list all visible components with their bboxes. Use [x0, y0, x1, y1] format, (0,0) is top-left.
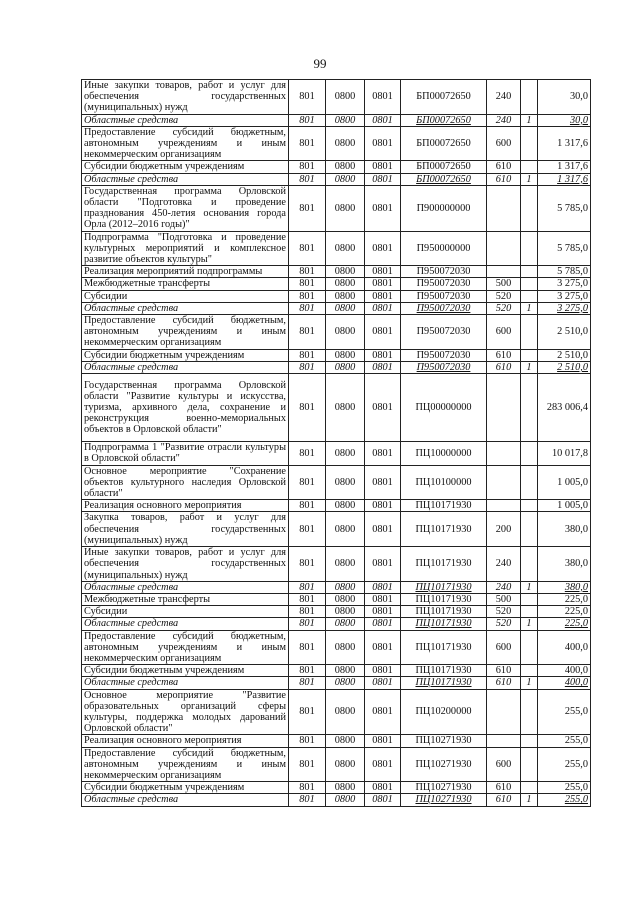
funding-source-cell	[521, 665, 538, 677]
page-number: 99	[313, 56, 327, 71]
target-article-cell: ПЦ10271930	[401, 782, 487, 794]
amount-cell: 2 510,0	[538, 349, 591, 361]
section-code-cell: 0800	[326, 606, 365, 618]
target-article-cell: ПЦ10000000	[401, 442, 487, 465]
subsection-code-cell: 0801	[365, 315, 401, 350]
expense-type-cell: 240	[487, 114, 521, 126]
subsection-code-cell: 0801	[365, 161, 401, 173]
table-row	[82, 315, 591, 350]
section-code-cell: 0800	[326, 374, 365, 442]
row-name-cell: Реализация основного мероприятия	[82, 500, 289, 512]
expense-type-cell: 520	[487, 618, 521, 630]
ved-code-cell: 801	[289, 547, 326, 582]
expense-type-cell: 520	[487, 302, 521, 314]
subsection-code-cell: 0801	[365, 500, 401, 512]
amount-cell: 380,0	[538, 581, 591, 593]
section-code-cell: 0800	[326, 593, 365, 605]
section-code-cell: 0800	[326, 315, 365, 350]
subsection-code-cell: 0801	[365, 278, 401, 290]
amount-cell: 225,0	[538, 618, 591, 630]
amount-cell: 255,0	[538, 735, 591, 747]
section-code-cell: 0800	[326, 677, 365, 689]
ved-code-cell: 801	[289, 374, 326, 442]
expense-type-cell: 500	[487, 593, 521, 605]
target-article-cell: ПЦ10100000	[401, 465, 487, 500]
amount-cell: 1 317,6	[538, 161, 591, 173]
expense-type-cell: 610	[487, 782, 521, 794]
row-name-cell: Иные закупки товаров, работ и услуг для обеспечения государственных (муниципальных) нужд	[82, 80, 289, 115]
target-article-cell: ПЦ10171930	[401, 500, 487, 512]
expense-type-cell: 500	[487, 278, 521, 290]
subsection-code-cell: 0801	[365, 547, 401, 582]
funding-source-cell	[521, 782, 538, 794]
subsection-code-cell: 0801	[365, 794, 401, 806]
amount-cell: 400,0	[538, 665, 591, 677]
section-code-cell: 0800	[326, 465, 365, 500]
subsection-code-cell: 0801	[365, 581, 401, 593]
table-row	[82, 173, 591, 185]
ved-code-cell: 801	[289, 442, 326, 465]
ved-code-cell: 801	[289, 500, 326, 512]
row-name-cell: Межбюджетные трансферты	[82, 278, 289, 290]
table-row	[82, 593, 591, 605]
table-row	[82, 231, 591, 266]
expense-type-cell: 240	[487, 581, 521, 593]
funding-source-cell	[521, 547, 538, 582]
expense-type-cell	[487, 689, 521, 735]
row-name-cell: Закупка товаров, работ и услуг для обеспечения государственных (муниципальных) нужд	[82, 512, 289, 547]
target-article-cell: ПЦ10171930	[401, 512, 487, 547]
table-row	[82, 161, 591, 173]
funding-source-cell	[521, 266, 538, 278]
expense-type-cell: 520	[487, 606, 521, 618]
amount-cell: 30,0	[538, 114, 591, 126]
target-article-cell: ПЦ10271930	[401, 747, 487, 782]
target-article-cell: П900000000	[401, 185, 487, 231]
row-name-cell: Субсидии бюджетным учреждениям	[82, 161, 289, 173]
expense-type-cell: 600	[487, 315, 521, 350]
section-code-cell: 0800	[326, 231, 365, 266]
funding-source-cell	[521, 185, 538, 231]
section-code-cell: 0800	[326, 361, 365, 373]
section-code-cell: 0800	[326, 512, 365, 547]
expense-type-cell	[487, 231, 521, 266]
ved-code-cell: 801	[289, 593, 326, 605]
row-name-cell: Государственная программа Орловской области "Подготовка и проведение празднования 450-летия основания города Орла (2012–2016 годы)"	[82, 185, 289, 231]
ved-code-cell: 801	[289, 782, 326, 794]
funding-source-cell	[521, 747, 538, 782]
row-name-cell: Подпрограмма 1 "Развитие отрасли культуры в Орловской области"	[82, 442, 289, 465]
row-name-cell: Предоставление субсидий бюджетным, автономным учреждениям и иным некоммерческим организациям	[82, 747, 289, 782]
table-row	[82, 278, 591, 290]
row-name-cell: Субсидии	[82, 290, 289, 302]
amount-cell: 380,0	[538, 512, 591, 547]
expense-type-cell: 240	[487, 80, 521, 115]
subsection-code-cell: 0801	[365, 465, 401, 500]
expense-type-cell: 600	[487, 747, 521, 782]
funding-source-cell	[521, 278, 538, 290]
ved-code-cell: 801	[289, 747, 326, 782]
subsection-code-cell: 0801	[365, 361, 401, 373]
row-name-cell: Предоставление субсидий бюджетным, автономным учреждениям и иным некоммерческим организациям	[82, 126, 289, 161]
subsection-code-cell: 0801	[365, 173, 401, 185]
funding-source-cell: 1	[521, 302, 538, 314]
expense-type-cell	[487, 735, 521, 747]
ved-code-cell: 801	[289, 126, 326, 161]
amount-cell: 5 785,0	[538, 266, 591, 278]
expense-type-cell: 200	[487, 512, 521, 547]
target-article-cell: ПЦ10171930	[401, 677, 487, 689]
ved-code-cell: 801	[289, 677, 326, 689]
target-article-cell: БП00072650	[401, 80, 487, 115]
ved-code-cell: 801	[289, 290, 326, 302]
expense-type-cell	[487, 374, 521, 442]
table-row	[82, 374, 591, 442]
table-row	[82, 665, 591, 677]
section-code-cell: 0800	[326, 665, 365, 677]
funding-source-cell: 1	[521, 581, 538, 593]
section-code-cell: 0800	[326, 266, 365, 278]
ved-code-cell: 801	[289, 618, 326, 630]
table-row	[82, 512, 591, 547]
amount-cell: 225,0	[538, 593, 591, 605]
budget-table	[81, 79, 591, 807]
target-article-cell: БП00072650	[401, 161, 487, 173]
ved-code-cell: 801	[289, 349, 326, 361]
table-row	[82, 689, 591, 735]
subsection-code-cell: 0801	[365, 80, 401, 115]
subsection-code-cell: 0801	[365, 126, 401, 161]
amount-cell: 5 785,0	[538, 185, 591, 231]
amount-cell: 3 275,0	[538, 278, 591, 290]
section-code-cell: 0800	[326, 581, 365, 593]
amount-cell: 1 005,0	[538, 500, 591, 512]
subsection-code-cell: 0801	[365, 593, 401, 605]
expense-type-cell: 610	[487, 794, 521, 806]
table-row	[82, 782, 591, 794]
row-name-cell: Субсидии бюджетным учреждениям	[82, 782, 289, 794]
table-row	[82, 361, 591, 373]
amount-cell: 3 275,0	[538, 290, 591, 302]
funding-source-cell	[521, 606, 538, 618]
expense-type-cell	[487, 465, 521, 500]
section-code-cell: 0800	[326, 173, 365, 185]
row-name-cell: Областные средства	[82, 361, 289, 373]
table-row	[82, 302, 591, 314]
row-name-cell: Областные средства	[82, 794, 289, 806]
funding-source-cell	[521, 593, 538, 605]
table-row	[82, 500, 591, 512]
row-name-cell: Областные средства	[82, 114, 289, 126]
amount-cell: 225,0	[538, 606, 591, 618]
table-row	[82, 465, 591, 500]
section-code-cell: 0800	[326, 442, 365, 465]
subsection-code-cell: 0801	[365, 747, 401, 782]
subsection-code-cell: 0801	[365, 185, 401, 231]
ved-code-cell: 801	[289, 185, 326, 231]
table-row	[82, 114, 591, 126]
target-article-cell: ПЦ10271930	[401, 735, 487, 747]
expense-type-cell: 520	[487, 290, 521, 302]
amount-cell: 30,0	[538, 80, 591, 115]
amount-cell: 1 317,6	[538, 173, 591, 185]
row-name-cell: Областные средства	[82, 581, 289, 593]
ved-code-cell: 801	[289, 465, 326, 500]
target-article-cell: П950072030	[401, 290, 487, 302]
table-row	[82, 794, 591, 806]
expense-type-cell: 610	[487, 361, 521, 373]
table-row	[82, 290, 591, 302]
row-name-cell: Субсидии	[82, 606, 289, 618]
subsection-code-cell: 0801	[365, 114, 401, 126]
expense-type-cell	[487, 185, 521, 231]
subsection-code-cell: 0801	[365, 302, 401, 314]
ved-code-cell: 801	[289, 606, 326, 618]
funding-source-cell: 1	[521, 794, 538, 806]
target-article-cell: ПЦ10171930	[401, 581, 487, 593]
subsection-code-cell: 0801	[365, 290, 401, 302]
target-article-cell: ПЦ10171930	[401, 606, 487, 618]
table-row	[82, 266, 591, 278]
amount-cell: 255,0	[538, 689, 591, 735]
table-row	[82, 618, 591, 630]
ved-code-cell: 801	[289, 794, 326, 806]
subsection-code-cell: 0801	[365, 266, 401, 278]
row-name-cell: Областные средства	[82, 302, 289, 314]
subsection-code-cell: 0801	[365, 782, 401, 794]
funding-source-cell: 1	[521, 114, 538, 126]
funding-source-cell: 1	[521, 618, 538, 630]
section-code-cell: 0800	[326, 126, 365, 161]
section-code-cell: 0800	[326, 349, 365, 361]
amount-cell: 3 275,0	[538, 302, 591, 314]
amount-cell: 1 317,6	[538, 126, 591, 161]
section-code-cell: 0800	[326, 689, 365, 735]
table-row	[82, 630, 591, 665]
target-article-cell: П950072030	[401, 302, 487, 314]
section-code-cell: 0800	[326, 185, 365, 231]
funding-source-cell	[521, 689, 538, 735]
expense-type-cell: 240	[487, 547, 521, 582]
target-article-cell: П950072030	[401, 315, 487, 350]
table-row	[82, 735, 591, 747]
amount-cell: 5 785,0	[538, 231, 591, 266]
subsection-code-cell: 0801	[365, 512, 401, 547]
funding-source-cell	[521, 126, 538, 161]
section-code-cell: 0800	[326, 290, 365, 302]
table-row	[82, 747, 591, 782]
section-code-cell: 0800	[326, 302, 365, 314]
funding-source-cell	[521, 630, 538, 665]
amount-cell: 255,0	[538, 782, 591, 794]
table-row	[82, 185, 591, 231]
section-code-cell: 0800	[326, 782, 365, 794]
row-name-cell: Субсидии бюджетным учреждениям	[82, 349, 289, 361]
funding-source-cell	[521, 231, 538, 266]
target-article-cell: ПЦ10171930	[401, 547, 487, 582]
target-article-cell: П950072030	[401, 278, 487, 290]
target-article-cell: БП00072650	[401, 114, 487, 126]
subsection-code-cell: 0801	[365, 689, 401, 735]
subsection-code-cell: 0801	[365, 677, 401, 689]
target-article-cell: П950072030	[401, 266, 487, 278]
subsection-code-cell: 0801	[365, 618, 401, 630]
row-name-cell: Реализация мероприятий подпрограммы	[82, 266, 289, 278]
expense-type-cell	[487, 442, 521, 465]
section-code-cell: 0800	[326, 735, 365, 747]
section-code-cell: 0800	[326, 500, 365, 512]
section-code-cell: 0800	[326, 114, 365, 126]
table-row	[82, 547, 591, 582]
funding-source-cell: 1	[521, 361, 538, 373]
row-name-cell: Подпрограмма "Подготовка и проведение культурных мероприятий и комплексное развитие объектов культуры"	[82, 231, 289, 266]
table-body	[82, 80, 591, 807]
row-name-cell: Субсидии бюджетным учреждениям	[82, 665, 289, 677]
table-row	[82, 80, 591, 115]
subsection-code-cell: 0801	[365, 349, 401, 361]
row-name-cell: Основное мероприятие "Развитие образовательных организаций сферы культуры, поддержка молодых дарований Орловской области"	[82, 689, 289, 735]
row-name-cell: Предоставление субсидий бюджетным, автономным учреждениям и иным некоммерческим организациям	[82, 315, 289, 350]
expense-type-cell: 610	[487, 349, 521, 361]
row-name-cell: Реализация основного мероприятия	[82, 735, 289, 747]
table-row	[82, 606, 591, 618]
target-article-cell: ПЦ00000000	[401, 374, 487, 442]
amount-cell: 255,0	[538, 794, 591, 806]
target-article-cell: БП00072650	[401, 126, 487, 161]
target-article-cell: П950072030	[401, 361, 487, 373]
amount-cell: 400,0	[538, 677, 591, 689]
target-article-cell: ПЦ10271930	[401, 794, 487, 806]
funding-source-cell	[521, 465, 538, 500]
section-code-cell: 0800	[326, 630, 365, 665]
amount-cell: 1 005,0	[538, 465, 591, 500]
ved-code-cell: 801	[289, 302, 326, 314]
subsection-code-cell: 0801	[365, 606, 401, 618]
amount-cell: 255,0	[538, 747, 591, 782]
target-article-cell: ПЦ10171930	[401, 630, 487, 665]
table-row	[82, 349, 591, 361]
expense-type-cell: 610	[487, 677, 521, 689]
table-row	[82, 581, 591, 593]
funding-source-cell	[521, 442, 538, 465]
target-article-cell: П950000000	[401, 231, 487, 266]
section-code-cell: 0800	[326, 794, 365, 806]
amount-cell: 283 006,4	[538, 374, 591, 442]
funding-source-cell: 1	[521, 677, 538, 689]
ved-code-cell: 801	[289, 80, 326, 115]
row-name-cell: Основное мероприятие "Сохранение объектов культурного наследия Орловской области"	[82, 465, 289, 500]
expense-type-cell: 610	[487, 161, 521, 173]
funding-source-cell	[521, 512, 538, 547]
section-code-cell: 0800	[326, 618, 365, 630]
ved-code-cell: 801	[289, 689, 326, 735]
amount-cell: 380,0	[538, 547, 591, 582]
subsection-code-cell: 0801	[365, 374, 401, 442]
funding-source-cell	[521, 315, 538, 350]
ved-code-cell: 801	[289, 114, 326, 126]
funding-source-cell	[521, 80, 538, 115]
expense-type-cell	[487, 266, 521, 278]
target-article-cell: БП00072650	[401, 173, 487, 185]
ved-code-cell: 801	[289, 630, 326, 665]
row-name-cell: Иные закупки товаров, работ и услуг для обеспечения государственных (муниципальных) нужд	[82, 547, 289, 582]
subsection-code-cell: 0801	[365, 442, 401, 465]
ved-code-cell: 801	[289, 161, 326, 173]
expense-type-cell: 610	[487, 173, 521, 185]
ved-code-cell: 801	[289, 581, 326, 593]
section-code-cell: 0800	[326, 161, 365, 173]
ved-code-cell: 801	[289, 665, 326, 677]
subsection-code-cell: 0801	[365, 231, 401, 266]
table-row	[82, 442, 591, 465]
amount-cell: 10 017,8	[538, 442, 591, 465]
ved-code-cell: 801	[289, 361, 326, 373]
section-code-cell: 0800	[326, 747, 365, 782]
section-code-cell: 0800	[326, 547, 365, 582]
expense-type-cell: 600	[487, 126, 521, 161]
row-name-cell: Предоставление субсидий бюджетным, автономным учреждениям и иным некоммерческим организациям	[82, 630, 289, 665]
funding-source-cell	[521, 374, 538, 442]
ved-code-cell: 801	[289, 278, 326, 290]
target-article-cell: ПЦ10171930	[401, 665, 487, 677]
amount-cell: 2 510,0	[538, 315, 591, 350]
funding-source-cell	[521, 290, 538, 302]
funding-source-cell	[521, 349, 538, 361]
table-row	[82, 677, 591, 689]
amount-cell: 2 510,0	[538, 361, 591, 373]
target-article-cell: ПЦ10171930	[401, 618, 487, 630]
funding-source-cell	[521, 735, 538, 747]
funding-source-cell	[521, 161, 538, 173]
target-article-cell: ПЦ10171930	[401, 593, 487, 605]
amount-cell: 400,0	[538, 630, 591, 665]
row-name-cell: Государственная программа Орловской области "Развитие культуры и искусства, туризма, архивного дела, сохранение и реконструкция военно-мемориальных объектов в Орловской области"	[82, 374, 289, 442]
row-name-cell: Областные средства	[82, 173, 289, 185]
subsection-code-cell: 0801	[365, 630, 401, 665]
target-article-cell: П950072030	[401, 349, 487, 361]
ved-code-cell: 801	[289, 315, 326, 350]
row-name-cell: Областные средства	[82, 677, 289, 689]
expense-type-cell	[487, 500, 521, 512]
ved-code-cell: 801	[289, 512, 326, 547]
ved-code-cell: 801	[289, 173, 326, 185]
funding-source-cell: 1	[521, 173, 538, 185]
ved-code-cell: 801	[289, 266, 326, 278]
row-name-cell: Областные средства	[82, 618, 289, 630]
expense-type-cell: 600	[487, 630, 521, 665]
ved-code-cell: 801	[289, 231, 326, 266]
subsection-code-cell: 0801	[365, 665, 401, 677]
row-name-cell: Межбюджетные трансферты	[82, 593, 289, 605]
target-article-cell: ПЦ10200000	[401, 689, 487, 735]
section-code-cell: 0800	[326, 80, 365, 115]
subsection-code-cell: 0801	[365, 735, 401, 747]
section-code-cell: 0800	[326, 278, 365, 290]
funding-source-cell	[521, 500, 538, 512]
ved-code-cell: 801	[289, 735, 326, 747]
table-row	[82, 126, 591, 161]
expense-type-cell: 610	[487, 665, 521, 677]
